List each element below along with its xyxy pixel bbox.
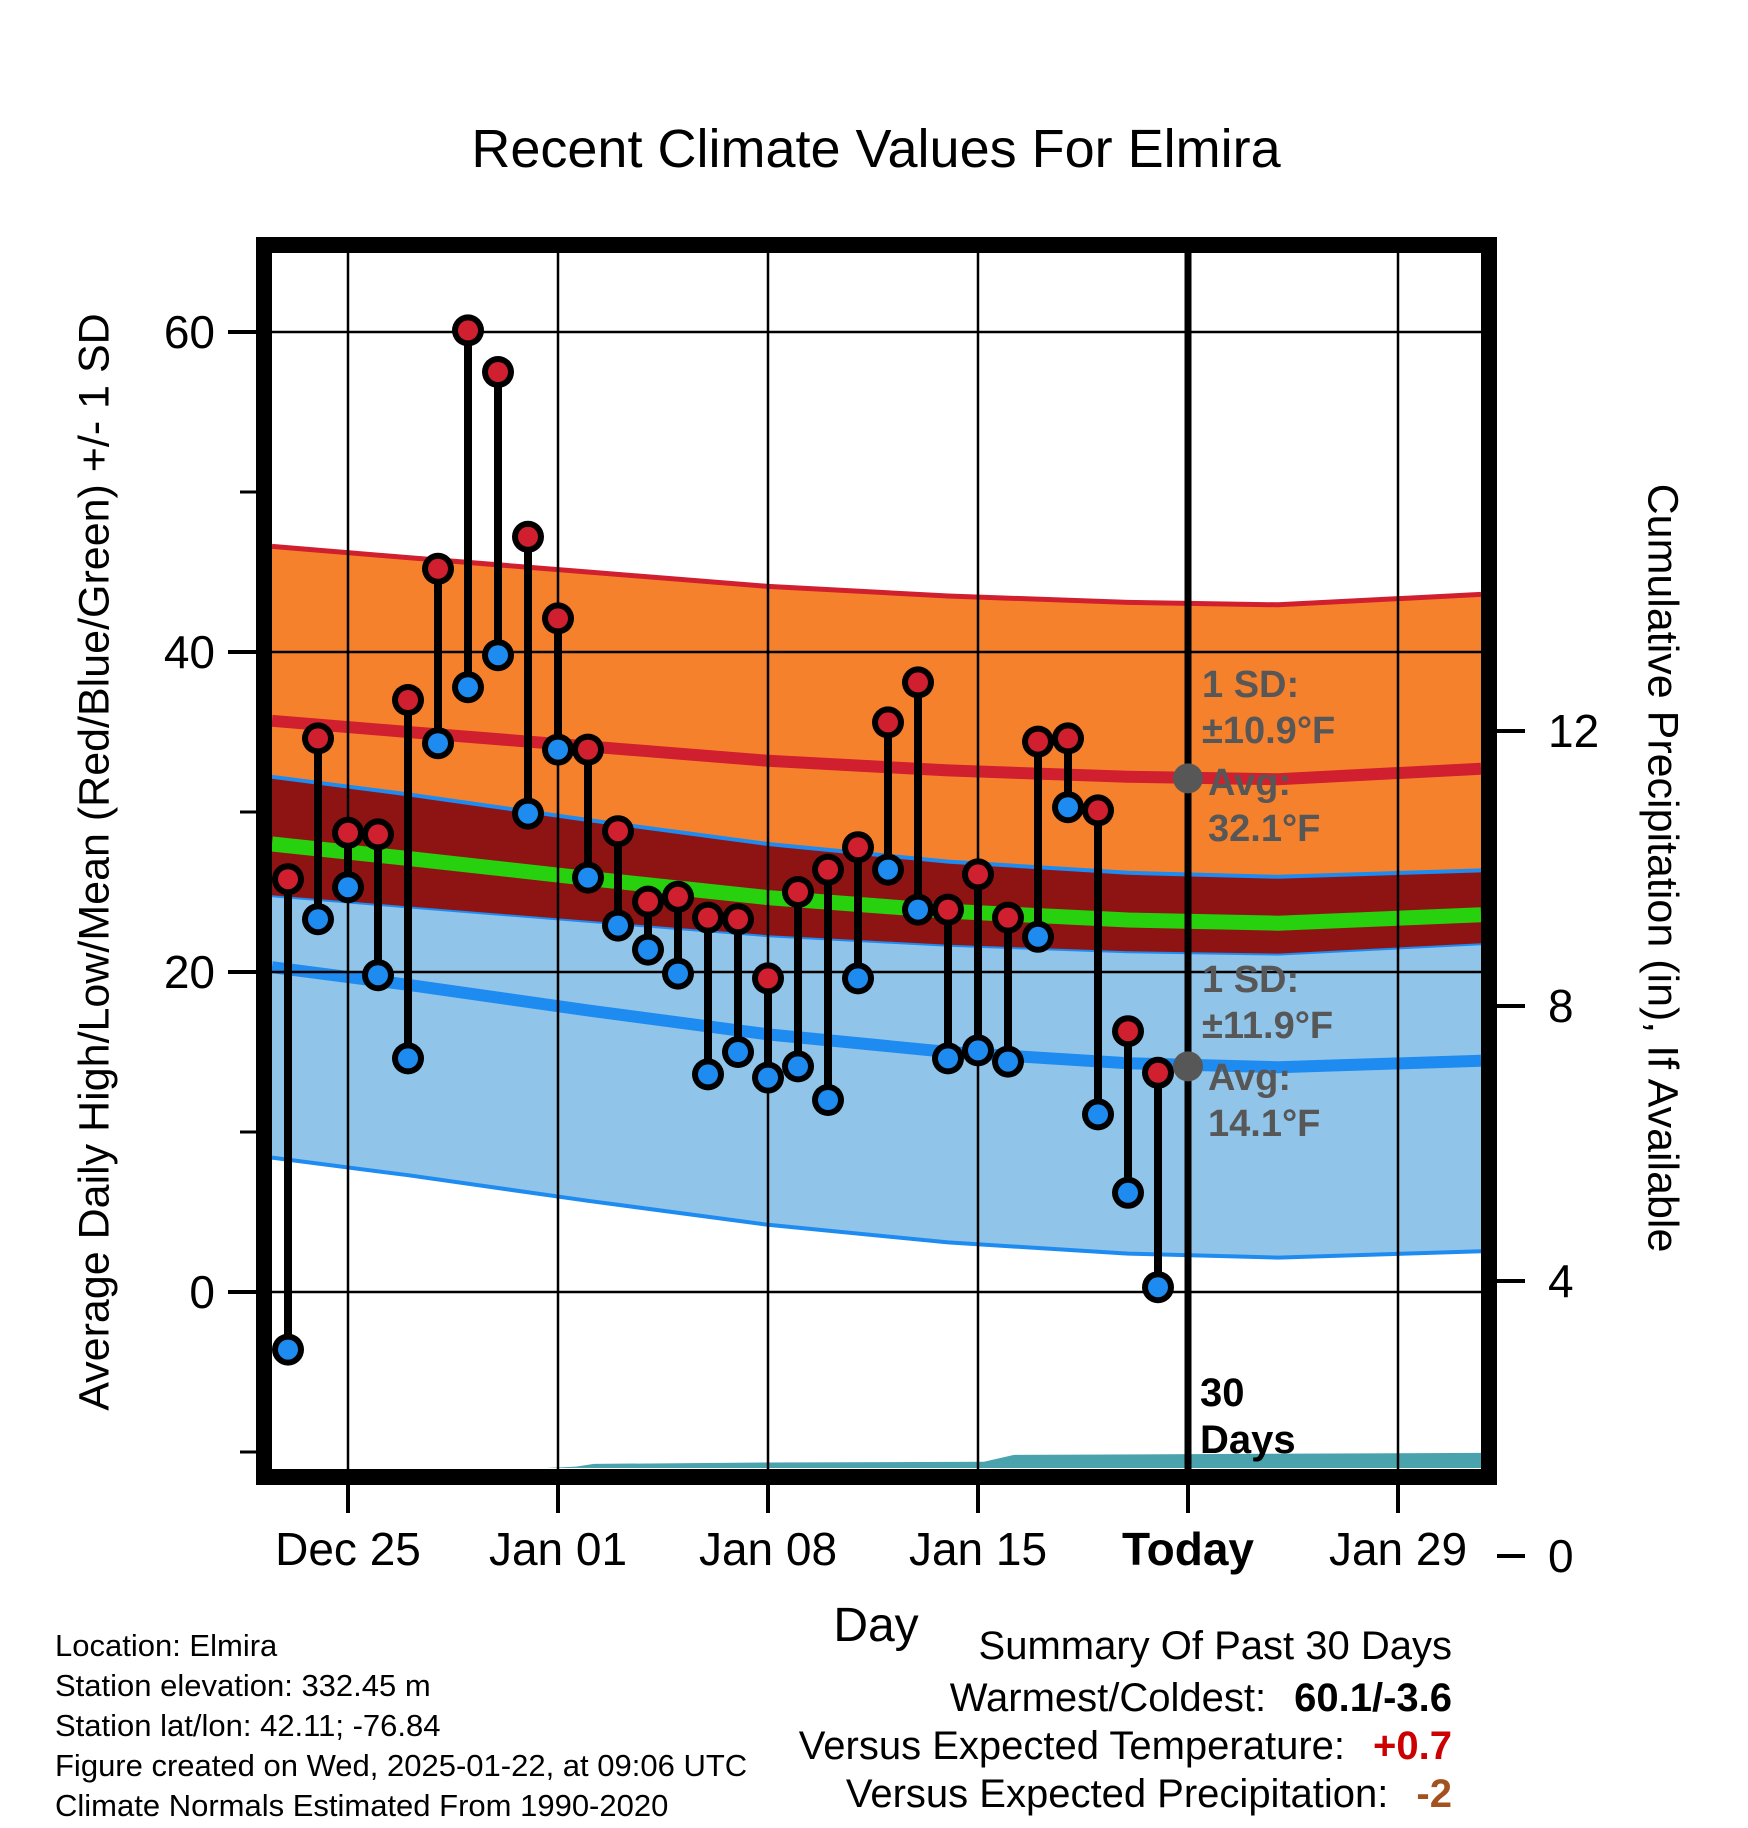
station-elevation: Station elevation: 332.45 m [55,1668,431,1703]
high-dot [428,559,448,579]
high-dot [758,968,778,988]
high-dot [488,362,508,382]
avg-high-marker [1173,763,1203,793]
low-dot [878,860,898,880]
high-dot [818,860,838,880]
y-axis-left-label: Average Daily High/Low/Mean (Red/Blue/Green) +/- 1 SD [70,313,119,1411]
high-dot [1148,1063,1168,1083]
annotation-high-sd-value: ±10.9°F [1202,710,1336,752]
low-dot [1088,1104,1108,1124]
x-tick-label-jan-15: Jan 15 [908,1523,1048,1575]
low-dot [968,1040,988,1060]
low-dot [698,1064,718,1084]
annotation-high-avg [1208,760,1320,852]
high-dot [698,908,718,928]
low-dot [938,1048,958,1068]
summary-vs-temperature-label: Versus Expected Temperature: [798,1724,1346,1768]
low-dot [578,868,598,888]
annotation-30-days-line1: 30 [1200,1371,1245,1415]
x-tick-label-jan-08: Jan 08 [698,1523,838,1575]
high-dot [998,908,1018,928]
y-right-tick-label: 0 [1548,1530,1574,1582]
summary-vs-precipitation-label: Versus Expected Precipitation: [845,1772,1389,1816]
annotation-low-avg-label: Avg: [1208,1057,1292,1099]
y-left-tick-label: 0 [189,1266,215,1318]
summary-warmest-coldest-value: 60.1/-3.6 [1294,1676,1452,1720]
high-dot [728,909,748,929]
summary-warmest-coldest [950,1676,1452,1721]
high-dot [1088,800,1108,820]
low-dot [638,940,658,960]
y-right-tick-label: 8 [1548,980,1574,1032]
annotation-low-sd-label: 1 SD: [1202,959,1300,1001]
high-dot [1058,728,1078,748]
high-dot [1028,732,1048,752]
high-dot [878,712,898,732]
high-dot [638,892,658,912]
low-dot [278,1340,298,1360]
high-dot [668,887,688,907]
x-tick-label-dec-25: Dec 25 [275,1523,421,1575]
low-dot [308,909,328,929]
y-right-tick-label: 4 [1548,1255,1574,1307]
low-dot [788,1056,808,1076]
avg-low-marker [1173,1051,1203,1081]
low-dot [848,968,868,988]
annotation-low-sd-value: ±11.9°F [1202,1005,1334,1047]
low-dot [548,740,568,760]
low-dot [1028,927,1048,947]
high-dot [968,864,988,884]
annotation-high-sd-label: 1 SD: [1202,664,1300,706]
low-dot [398,1048,418,1068]
annotation-high-avg-label: Avg: [1208,762,1292,804]
station-info [55,1626,747,1826]
low-dot [368,965,388,985]
summary-warmest-coldest-label: Warmest/Coldest: [949,1676,1267,1720]
high-dot [848,837,868,857]
low-dot [458,677,478,697]
annotation-high-avg-value: 32.1°F [1208,808,1321,850]
low-dot [518,804,538,824]
annotation-30-days-line2: Days [1200,1418,1296,1462]
annotation-high-sd [1202,662,1335,754]
annotation-30-days [1200,1370,1296,1464]
cumulative-precip-area [272,1453,1481,1468]
low-dot [488,645,508,665]
high-dot [398,690,418,710]
high-dot [308,728,328,748]
annotation-low-sd [1202,957,1333,1049]
summary-title: Summary Of Past 30 Days [978,1624,1452,1668]
low-dot [608,916,628,936]
annotation-low-avg [1208,1055,1320,1147]
high-dot [578,740,598,760]
low-dot [998,1052,1018,1072]
high-dot [788,882,808,902]
station-latlon: Station lat/lon: 42.11; -76.84 [55,1708,441,1743]
high-dot [518,527,538,547]
summary-vs-precipitation-value: -2 [1416,1772,1452,1816]
high-dot [278,869,298,889]
annotation-low-avg-value: 14.1°F [1208,1103,1321,1145]
high-dot [938,900,958,920]
x-tick-label-today: Today [1121,1523,1255,1575]
low-dot [668,964,688,984]
y-right-tick-label: 12 [1548,705,1600,757]
low-dot [908,900,928,920]
low-dot [818,1090,838,1110]
high-dot [908,672,928,692]
chart-title: Recent Climate Values For Elmira [471,119,1281,179]
y-axis-right-label: Cumulative Precipitation (in), If Available [1638,483,1687,1253]
y-left-tick-label: 40 [163,626,215,678]
x-tick-label-jan-01: Jan 01 [488,1523,628,1575]
climate-normals-note: Climate Normals Estimated From 1990-2020 [55,1788,669,1823]
low-dot [758,1068,778,1088]
low-dot [1058,797,1078,817]
summary-vs-precipitation [846,1772,1452,1817]
low-dot [1118,1183,1138,1203]
high-dot [1118,1021,1138,1041]
summary-vs-temperature-value: +0.7 [1373,1724,1452,1768]
low-dot [428,733,448,753]
x-tick-label-jan-29: Jan 29 [1328,1523,1468,1575]
low-dot [338,877,358,897]
y-left-tick-label: 60 [163,306,215,358]
y-left-tick-label: 20 [163,946,215,998]
high-dot [548,608,568,628]
station-location: Location: Elmira [55,1628,278,1663]
high-dot [368,824,388,844]
summary-vs-temperature [799,1724,1452,1769]
high-dot [608,821,628,841]
figure-created: Figure created on Wed, 2025-01-22, at 09:06 UTC [55,1748,748,1783]
low-dot [1148,1277,1168,1297]
high-dot [338,823,358,843]
high-dot [458,320,478,340]
low-dot [728,1042,748,1062]
x-axis-label: Day [833,1599,919,1652]
